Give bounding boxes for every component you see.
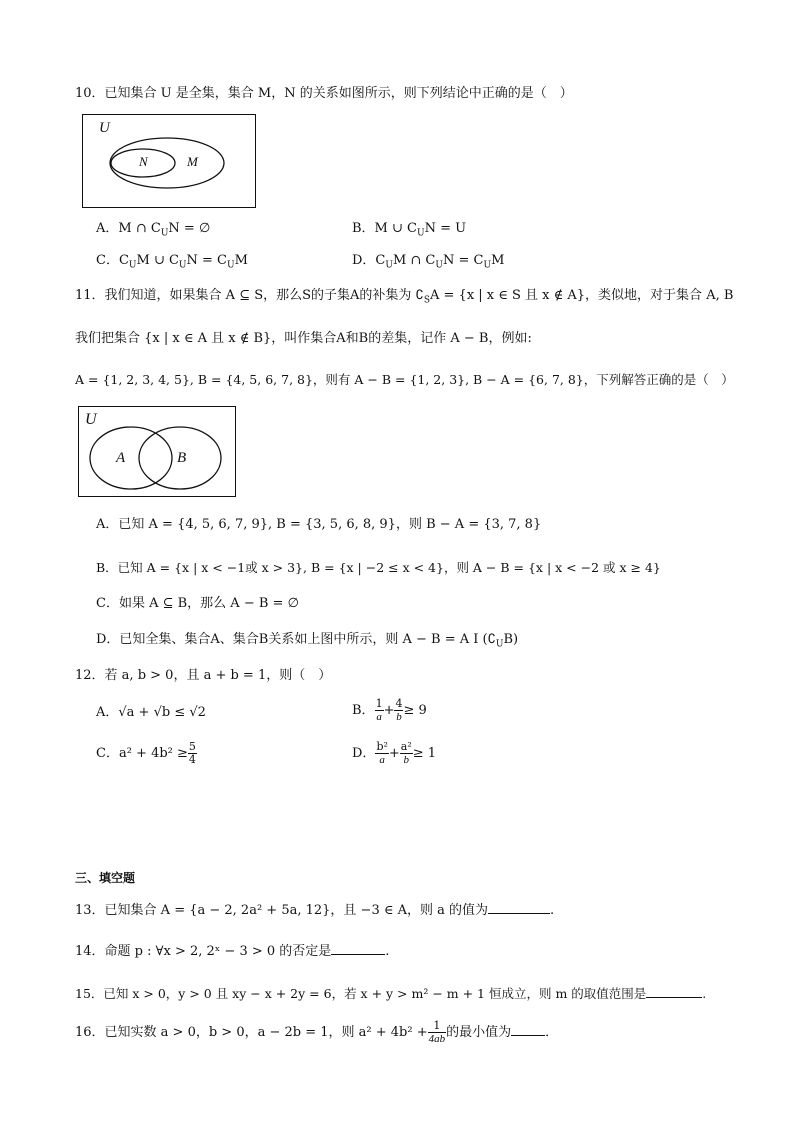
q12-stem: 12．若 a, b > 0，且 a + b = 1，则（ ） — [75, 668, 332, 683]
q10-venn-diagram — [82, 114, 256, 208]
q10-option-a: A．M ∩ $C_UN$ = ∅ — [96, 221, 211, 239]
circle-a — [90, 427, 172, 489]
q11-option-c: C．如果 A ⊆ B，那么 A − B = ∅ — [96, 596, 299, 611]
q10-option-c: C．$C_UM$ ∪ $C_UN = C_UM$ — [96, 253, 248, 271]
answer-blank-13[interactable] — [488, 913, 550, 914]
q10-option-b: B．M ∪ $C_UN = U$ — [352, 221, 467, 239]
q12-option-c: C．a² + 4b² ≥ $\frac{5}{4}$ — [96, 740, 196, 766]
q10-option-d: D．$C_UM$ ∩ $C_UN = C_UM$ — [352, 253, 505, 271]
q11-venn-diagram — [78, 406, 236, 497]
venn-label-b: B — [177, 450, 187, 466]
venn-label-n: N — [139, 154, 148, 169]
q15: 15．已知 x > 0，y > 0 且 xy − x + 2y = 6，若 x + y > m² − m + 1 恒成立，则 m 的取值范围是 . — [75, 986, 707, 1001]
answer-blank-16[interactable] — [511, 1035, 545, 1036]
q11-line2: 我们把集合 {x | x ∈ A 且 x ∉ B}，叫作集合A和B的差集，记作 A − B，例如: — [75, 331, 532, 346]
q13: 13．已知集合 A = {a − 2, 2a² + 5a, 12}，且 −3 ∈ A，则 a 的值为 . — [75, 903, 555, 918]
venn-label-u: U — [85, 411, 97, 428]
venn-label-u: U — [99, 120, 110, 136]
q16: 16．已知实数 a > 0，b > 0，a − 2b = 1，则 a² + 4b² + $\frac{1}{4ab}$ 的最小值为 ． — [75, 1019, 559, 1045]
q11-option-d: D．已知全集、集合A、集合B关系如上图中所示，则 A − B = A I $(∁_UB)$ — [96, 632, 519, 650]
q12-option-d: D． $\frac{\text{b²}}{a}$ + $\frac{\text{a²}}{b}$ ≥ 1 — [352, 740, 437, 766]
ellipse-m — [110, 138, 224, 188]
q14: 14．命题 p : ∀x > 2, 2ˣ − 3 > 0 的否定是 . — [75, 944, 390, 959]
section-title-fill-in: 三、填空题 — [75, 871, 136, 885]
q10-stem: 10．已知集合 U 是全集，集合 M，N 的关系如图所示，则下列结论中正确的是（ ） — [75, 86, 573, 101]
venn-ellipses — [83, 115, 255, 207]
venn-label-a: A — [116, 450, 126, 466]
answer-blank-14[interactable] — [331, 954, 385, 955]
q12-option-b: B． $\frac{1}{a}$ + $\frac{4}{b}$ ≥ 9 — [352, 697, 427, 723]
venn-label-m: M — [187, 154, 198, 169]
venn-circles — [79, 407, 235, 496]
q12-option-a: A．√a + √b ≤ √2 — [96, 705, 206, 720]
answer-blank-15[interactable] — [646, 997, 702, 998]
q11-line3: A = {1, 2, 3, 4, 5}, B = {4, 5, 6, 7, 8}，则有 A − B = {1, 2, 3}, B − A = {6, 7, 8}，下列解答正确的是（ ） — [75, 372, 734, 387]
q11-option-b: B．已知 A = {x | x < −1或 x > 3}, B = {x | −2 ≤ x < 4}，则 A − B = {x | x < −2 或 x ≥ 4} — [96, 560, 661, 575]
q11-line1: 11．我们知道，如果集合 A ⊆ S，那么S的子集A的补集为 $∁_SA = \{x$ | x ∈ S 且 x ∉ A}，类似地，对于集合 A, B — [75, 288, 734, 306]
q11-option-a: A．已知 A = {4, 5, 6, 7, 9}, B = {3, 5, 6, 8, 9}，则 B − A = {3, 7, 8} — [96, 517, 542, 532]
